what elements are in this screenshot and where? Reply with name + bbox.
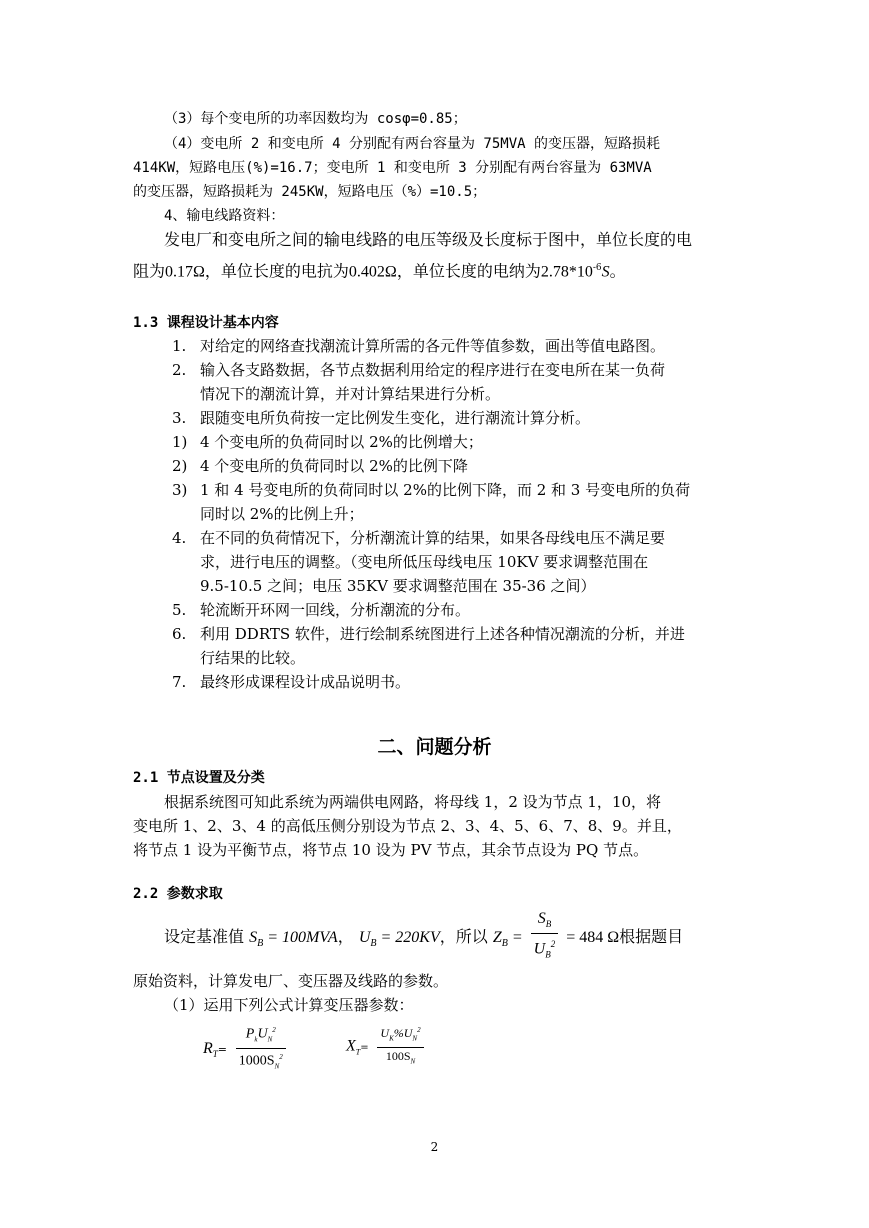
math-symbol: %U — [393, 1026, 413, 1040]
math-ub: U — [358, 928, 371, 946]
math-eq: = — [507, 928, 527, 946]
text-fragment: ，所以 — [439, 926, 488, 946]
math-sub: N — [267, 1035, 273, 1044]
list-number: 2. — [172, 361, 187, 379]
math-sub: B — [545, 919, 552, 930]
list-text: 4 个变电所的负荷同时以 2%的比例增大； — [200, 433, 483, 451]
text-line: （4）变电所 2 和变电所 4 分别配有两台容量为 75MVA 的变压器，短路损耗 — [164, 136, 661, 152]
susceptance-value: 2.78*10 — [540, 263, 593, 281]
fraction-numerator — [377, 1022, 423, 1048]
list-number: 7. — [172, 673, 187, 691]
list-text: 跟随变电所负荷按一定比例发生变化，进行潮流计算分析。 — [200, 409, 591, 427]
text-fragment: 设定基准值 — [164, 926, 245, 946]
text-line: 原始资料，计算发电厂、变压器及线路的参数。 — [133, 972, 449, 990]
math-sup: 2 — [279, 1053, 283, 1062]
list-item — [172, 480, 690, 500]
text-line: （3）每个变电所的功率因数均为 cosφ=0.85； — [164, 111, 467, 127]
fraction-xt — [377, 1022, 423, 1071]
list-number: 5. — [172, 601, 187, 619]
math-value: = 220KV — [376, 928, 440, 946]
fraction-denominator — [531, 934, 559, 965]
unit-symbol: S — [601, 263, 610, 281]
text-line: （1）运用下列公式计算变压器参数： — [164, 996, 414, 1014]
math-sub: N — [412, 1034, 418, 1043]
list-text: 轮流断开环网一回线，分析潮流的分布。 — [200, 601, 471, 619]
list-text: 4 个变电所的负荷同时以 2%的比例下降 — [200, 457, 468, 475]
math-sub: K — [389, 1034, 394, 1043]
list-item — [172, 672, 410, 692]
math-sup: 2 — [550, 939, 556, 950]
text-fragment: 根据题目 — [619, 926, 684, 946]
math-sb: S — [249, 928, 258, 946]
list-number: 1. — [172, 337, 187, 355]
text-line: 根据系统图可知此系统为两端供电网路，将母线 1，2 设为节点 1，10，将 — [164, 793, 662, 811]
math-symbol: P — [245, 1026, 255, 1042]
list-number: 2) — [172, 457, 188, 475]
text-line: 的变压器，短路损耗为 245KW，短路电压（%）=10.5； — [133, 184, 487, 200]
math-symbol: U — [380, 1026, 390, 1040]
text-line: 将节点 1 设为平衡节点，将节点 10 设为 PV 节点，其余节点设为 PQ 节点。 — [133, 841, 649, 859]
reactance-value: 0.402Ω — [348, 263, 397, 281]
text-fragment: ，单位长度的电纳为 — [396, 261, 541, 281]
list-text-cont: 9.5-10.5 之间；电压 35KV 要求调整范围在 35-36 之间） — [200, 577, 596, 595]
text-line: 发电厂和变电所之间的输电线路的电压等级及长度标于图中，单位长度的电 — [164, 230, 693, 249]
math-symbol: 1000S — [238, 1054, 275, 1070]
list-text-cont: 求，进行电压的调整。（变电所低压母线电压 10KV 要求调整范围在 — [200, 553, 649, 571]
math-xt: X — [346, 1037, 356, 1055]
list-item — [172, 624, 685, 644]
list-number: 3) — [172, 481, 188, 499]
formula-xt — [346, 1022, 428, 1074]
math-eq-sign: = — [217, 1042, 228, 1056]
list-item — [172, 432, 483, 452]
text-fragment: 阻为 — [133, 261, 166, 281]
math-sub: B — [501, 938, 508, 950]
list-text: 对给定的网络查找潮流计算所需的各元件等值参数，画出等值电路图。 — [200, 337, 666, 355]
list-number: 4. — [172, 529, 187, 547]
list-text-cont: 情况下的潮流计算，并对计算结果进行分析。 — [200, 385, 501, 403]
fraction-zb — [531, 910, 559, 965]
list-text: 在不同的负荷情况下，分析潮流计算的结果，如果各母线电压不满足要 — [200, 529, 666, 547]
list-item — [172, 456, 468, 476]
list-item — [172, 408, 590, 428]
list-number: 3. — [172, 409, 187, 427]
list-text: 最终形成课程设计成品说明书。 — [200, 673, 411, 691]
math-zb: Z — [492, 928, 502, 946]
fraction-rt — [236, 1022, 286, 1076]
list-text: 输入各支路数据，各节点数据利用给定的程序进行在变电所在某一负荷 — [200, 361, 666, 379]
math-eq-sign: = — [360, 1042, 369, 1054]
text-fragment: 。 — [609, 261, 626, 281]
math-sub: N — [410, 1057, 416, 1066]
math-sup: 2 — [272, 1026, 276, 1034]
list-item — [172, 528, 665, 548]
math-sub: B — [370, 938, 377, 950]
math-sub: k — [254, 1035, 258, 1044]
page-number: 2 — [430, 1140, 439, 1154]
section-heading-2-1: 2.1 节点设置及分类 — [133, 770, 265, 786]
list-number: 1) — [172, 433, 188, 451]
math-sub: T — [212, 1048, 218, 1059]
chapter-title: 二、问题分析 — [377, 736, 492, 758]
section-heading-1-3: 1.3 课程设计基本内容 — [133, 315, 279, 331]
list-text: 1 和 4 号变电所的负荷同时以 2%的比例下降，而 2 和 3 号变电所的负荷 — [200, 481, 691, 499]
fraction-denominator — [236, 1049, 286, 1075]
fraction-denominator — [377, 1048, 423, 1070]
text-fragment: ， — [337, 926, 354, 946]
section-heading-2-2: 2.2 参数求取 — [133, 886, 223, 902]
list-number: 6. — [172, 625, 187, 643]
math-sup: 2 — [417, 1026, 421, 1034]
formula-line-base-values — [164, 910, 683, 966]
list-text-cont: 同时以 2%的比例上升； — [200, 505, 364, 523]
math-rt: R — [203, 1039, 213, 1057]
math-value: = 100MVA — [263, 928, 338, 946]
math-symbol: U — [533, 940, 546, 958]
math-result: = 484 Ω — [562, 928, 620, 946]
exponent: -6 — [592, 263, 602, 273]
math-sub: B — [545, 949, 551, 960]
list-text-cont: 行结果的比较。 — [200, 649, 306, 667]
list-text: 利用 DDRTS 软件，进行绘制系统图进行上述各种情况潮流的分析，并进 — [200, 625, 685, 643]
formula-rt — [203, 1022, 290, 1076]
fraction-numerator — [531, 910, 559, 934]
text-line: 414KW，短路电压(%)=16.7；变电所 1 和变电所 3 分别配有两台容量为 63MVA — [133, 160, 652, 176]
math-symbol: U — [257, 1026, 268, 1042]
resistance-value: 0.17Ω — [165, 263, 205, 281]
math-symbol: S — [537, 910, 546, 927]
text-line: 4、输电线路资料： — [164, 208, 285, 224]
math-sub: N — [274, 1062, 280, 1071]
list-item — [172, 360, 665, 380]
text-line: 变电所 1、2、3、4 的高低压侧分别设为节点 2、3、4、5、6、7、8、9。并且， — [133, 817, 682, 835]
text-line-params — [133, 258, 626, 282]
list-item — [172, 336, 665, 356]
list-item — [172, 600, 470, 620]
math-sub: T — [355, 1047, 361, 1057]
math-symbol: 100S — [385, 1049, 411, 1064]
text-fragment: ，单位长度的电抗为 — [204, 261, 349, 281]
math-sub: B — [257, 938, 264, 950]
fraction-numerator — [236, 1022, 286, 1049]
